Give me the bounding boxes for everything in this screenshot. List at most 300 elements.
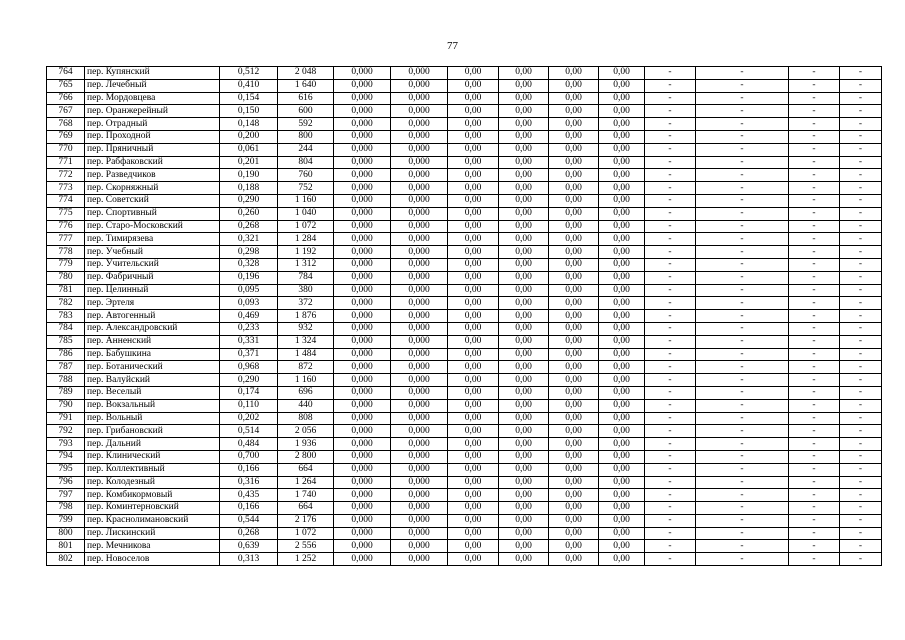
- dash-4-cell: -: [840, 105, 882, 118]
- street-name-cell: пер. Отрадный: [85, 118, 220, 131]
- table-row: [47, 438, 882, 451]
- value-3-cell: 0,00: [448, 258, 499, 271]
- value-2-cell: 0,000: [391, 450, 448, 463]
- area-value-cell: 2 176: [278, 514, 334, 527]
- dash-4-cell: -: [840, 450, 882, 463]
- dash-1-cell: -: [645, 246, 696, 259]
- value-2-cell: 0,000: [391, 502, 448, 515]
- dash-1-cell: -: [645, 156, 696, 169]
- value-1-cell: 0,000: [334, 246, 391, 259]
- dash-1-cell: -: [645, 527, 696, 540]
- dash-1-cell: -: [645, 118, 696, 131]
- value-6-cell: 0,00: [599, 258, 645, 271]
- street-name-cell: пер. Клинический: [85, 450, 220, 463]
- dash-2-cell: -: [696, 553, 789, 566]
- row-number-cell: 783: [47, 310, 85, 323]
- value-6-cell: 0,00: [599, 476, 645, 489]
- area-value-cell: 440: [278, 399, 334, 412]
- value-2-cell: 0,000: [391, 438, 448, 451]
- value-2-cell: 0,000: [391, 361, 448, 374]
- value-5-cell: 0,00: [549, 489, 599, 502]
- dash-4-cell: -: [840, 143, 882, 156]
- dash-3-cell: -: [789, 118, 840, 131]
- table-row: [47, 412, 882, 425]
- area-value-cell: 808: [278, 412, 334, 425]
- value-4-cell: 0,00: [499, 399, 549, 412]
- value-2-cell: 0,000: [391, 463, 448, 476]
- dash-3-cell: -: [789, 246, 840, 259]
- value-3-cell: 0,00: [448, 399, 499, 412]
- dash-3-cell: -: [789, 220, 840, 233]
- dash-2-cell: -: [696, 527, 789, 540]
- value-3-cell: 0,00: [448, 463, 499, 476]
- value-1-cell: 0,000: [334, 502, 391, 515]
- value-4-cell: 0,00: [499, 489, 549, 502]
- street-name-cell: пер. Разведчиков: [85, 169, 220, 182]
- value-3-cell: 0,00: [448, 386, 499, 399]
- row-number-cell: 771: [47, 156, 85, 169]
- value-6-cell: 0,00: [599, 105, 645, 118]
- value-5-cell: 0,00: [549, 92, 599, 105]
- value-5-cell: 0,00: [549, 463, 599, 476]
- table-row: [47, 92, 882, 105]
- dash-2-cell: -: [696, 425, 789, 438]
- dash-3-cell: -: [789, 386, 840, 399]
- dash-3-cell: -: [789, 322, 840, 335]
- table-row: [47, 79, 882, 92]
- row-number-cell: 779: [47, 258, 85, 271]
- value-4-cell: 0,00: [499, 502, 549, 515]
- table-row: [47, 527, 882, 540]
- table-row: [47, 220, 882, 233]
- dash-1-cell: -: [645, 514, 696, 527]
- length-value-cell: 0,435: [220, 489, 278, 502]
- dash-1-cell: -: [645, 207, 696, 220]
- value-1-cell: 0,000: [334, 79, 391, 92]
- dash-4-cell: -: [840, 297, 882, 310]
- row-number-cell: 776: [47, 220, 85, 233]
- value-5-cell: 0,00: [549, 271, 599, 284]
- value-2-cell: 0,000: [391, 130, 448, 143]
- dash-1-cell: -: [645, 233, 696, 246]
- value-1-cell: 0,000: [334, 67, 391, 80]
- dash-4-cell: -: [840, 412, 882, 425]
- area-value-cell: 1 264: [278, 476, 334, 489]
- dash-1-cell: -: [645, 220, 696, 233]
- area-value-cell: 752: [278, 182, 334, 195]
- dash-2-cell: -: [696, 310, 789, 323]
- dash-3-cell: -: [789, 527, 840, 540]
- row-number-cell: 782: [47, 297, 85, 310]
- dash-3-cell: -: [789, 105, 840, 118]
- value-5-cell: 0,00: [549, 527, 599, 540]
- value-6-cell: 0,00: [599, 79, 645, 92]
- value-1-cell: 0,000: [334, 143, 391, 156]
- street-name-cell: пер. Эртеля: [85, 297, 220, 310]
- length-value-cell: 0,700: [220, 450, 278, 463]
- value-2-cell: 0,000: [391, 412, 448, 425]
- value-1-cell: 0,000: [334, 463, 391, 476]
- dash-2-cell: -: [696, 182, 789, 195]
- dash-4-cell: -: [840, 514, 882, 527]
- value-3-cell: 0,00: [448, 412, 499, 425]
- row-number-cell: 791: [47, 412, 85, 425]
- row-number-cell: 773: [47, 182, 85, 195]
- area-value-cell: 1 284: [278, 233, 334, 246]
- value-6-cell: 0,00: [599, 220, 645, 233]
- dash-3-cell: -: [789, 476, 840, 489]
- dash-3-cell: -: [789, 399, 840, 412]
- dash-4-cell: -: [840, 361, 882, 374]
- value-5-cell: 0,00: [549, 386, 599, 399]
- dash-4-cell: -: [840, 271, 882, 284]
- value-3-cell: 0,00: [448, 194, 499, 207]
- value-3-cell: 0,00: [448, 335, 499, 348]
- table-row: [47, 450, 882, 463]
- value-1-cell: 0,000: [334, 233, 391, 246]
- dash-2-cell: -: [696, 399, 789, 412]
- dash-1-cell: -: [645, 399, 696, 412]
- dash-2-cell: -: [696, 322, 789, 335]
- area-value-cell: 380: [278, 284, 334, 297]
- street-name-cell: пер. Лискинский: [85, 527, 220, 540]
- value-3-cell: 0,00: [448, 514, 499, 527]
- value-3-cell: 0,00: [448, 348, 499, 361]
- value-3-cell: 0,00: [448, 527, 499, 540]
- value-5-cell: 0,00: [549, 233, 599, 246]
- street-name-cell: пер. Александровский: [85, 322, 220, 335]
- table-row: [47, 194, 882, 207]
- value-1-cell: 0,000: [334, 220, 391, 233]
- value-1-cell: 0,000: [334, 399, 391, 412]
- value-3-cell: 0,00: [448, 284, 499, 297]
- value-6-cell: 0,00: [599, 130, 645, 143]
- value-2-cell: 0,000: [391, 182, 448, 195]
- dash-1-cell: -: [645, 310, 696, 323]
- dash-1-cell: -: [645, 386, 696, 399]
- row-number-cell: 777: [47, 233, 85, 246]
- dash-1-cell: -: [645, 335, 696, 348]
- dash-3-cell: -: [789, 374, 840, 387]
- value-1-cell: 0,000: [334, 450, 391, 463]
- street-name-cell: пер. Веселый: [85, 386, 220, 399]
- value-2-cell: 0,000: [391, 169, 448, 182]
- street-name-cell: пер. Коминтерновский: [85, 502, 220, 515]
- street-name-cell: пер. Мечникова: [85, 540, 220, 553]
- row-number-cell: 781: [47, 284, 85, 297]
- value-6-cell: 0,00: [599, 182, 645, 195]
- area-value-cell: 2 800: [278, 450, 334, 463]
- roads-table: [46, 66, 882, 566]
- value-5-cell: 0,00: [549, 284, 599, 297]
- dash-4-cell: -: [840, 438, 882, 451]
- dash-1-cell: -: [645, 425, 696, 438]
- row-number-cell: 796: [47, 476, 85, 489]
- dash-1-cell: -: [645, 258, 696, 271]
- street-name-cell: пер. Проходной: [85, 130, 220, 143]
- value-5-cell: 0,00: [549, 169, 599, 182]
- value-3-cell: 0,00: [448, 540, 499, 553]
- row-number-cell: 802: [47, 553, 85, 566]
- value-2-cell: 0,000: [391, 258, 448, 271]
- street-name-cell: пер. Учебный: [85, 246, 220, 259]
- value-1-cell: 0,000: [334, 348, 391, 361]
- dash-1-cell: -: [645, 450, 696, 463]
- value-4-cell: 0,00: [499, 527, 549, 540]
- dash-2-cell: -: [696, 220, 789, 233]
- value-3-cell: 0,00: [448, 476, 499, 489]
- value-4-cell: 0,00: [499, 438, 549, 451]
- value-6-cell: 0,00: [599, 67, 645, 80]
- value-6-cell: 0,00: [599, 322, 645, 335]
- value-1-cell: 0,000: [334, 425, 391, 438]
- table-row: [47, 489, 882, 502]
- length-value-cell: 0,174: [220, 386, 278, 399]
- value-2-cell: 0,000: [391, 374, 448, 387]
- street-name-cell: пер. Автогенный: [85, 310, 220, 323]
- dash-4-cell: -: [840, 182, 882, 195]
- row-number-cell: 778: [47, 246, 85, 259]
- row-number-cell: 787: [47, 361, 85, 374]
- dash-3-cell: -: [789, 361, 840, 374]
- length-value-cell: 0,200: [220, 130, 278, 143]
- value-4-cell: 0,00: [499, 412, 549, 425]
- value-5-cell: 0,00: [549, 348, 599, 361]
- length-value-cell: 0,321: [220, 233, 278, 246]
- street-name-cell: пер. Пряничный: [85, 143, 220, 156]
- dash-1-cell: -: [645, 463, 696, 476]
- dash-3-cell: -: [789, 271, 840, 284]
- street-name-cell: пер. Спортивный: [85, 207, 220, 220]
- dash-3-cell: -: [789, 463, 840, 476]
- dash-3-cell: -: [789, 67, 840, 80]
- value-6-cell: 0,00: [599, 514, 645, 527]
- area-value-cell: 1 484: [278, 348, 334, 361]
- value-1-cell: 0,000: [334, 540, 391, 553]
- value-6-cell: 0,00: [599, 374, 645, 387]
- street-name-cell: пер. Дальний: [85, 438, 220, 451]
- dash-3-cell: -: [789, 540, 840, 553]
- value-4-cell: 0,00: [499, 425, 549, 438]
- value-2-cell: 0,000: [391, 335, 448, 348]
- value-3-cell: 0,00: [448, 297, 499, 310]
- length-value-cell: 0,190: [220, 169, 278, 182]
- dash-4-cell: -: [840, 79, 882, 92]
- value-2-cell: 0,000: [391, 67, 448, 80]
- dash-1-cell: -: [645, 438, 696, 451]
- value-5-cell: 0,00: [549, 412, 599, 425]
- value-2-cell: 0,000: [391, 540, 448, 553]
- dash-4-cell: -: [840, 156, 882, 169]
- value-2-cell: 0,000: [391, 399, 448, 412]
- dash-2-cell: -: [696, 540, 789, 553]
- value-4-cell: 0,00: [499, 553, 549, 566]
- value-4-cell: 0,00: [499, 169, 549, 182]
- value-4-cell: 0,00: [499, 143, 549, 156]
- value-4-cell: 0,00: [499, 450, 549, 463]
- value-4-cell: 0,00: [499, 476, 549, 489]
- value-2-cell: 0,000: [391, 284, 448, 297]
- value-1-cell: 0,000: [334, 310, 391, 323]
- dash-1-cell: -: [645, 194, 696, 207]
- area-value-cell: 1 312: [278, 258, 334, 271]
- street-name-cell: пер. Вольный: [85, 412, 220, 425]
- table-row: [47, 246, 882, 259]
- row-number-cell: 788: [47, 374, 85, 387]
- street-name-cell: пер. Новоселов: [85, 553, 220, 566]
- value-6-cell: 0,00: [599, 438, 645, 451]
- area-value-cell: 1 324: [278, 335, 334, 348]
- dash-4-cell: -: [840, 540, 882, 553]
- dash-2-cell: -: [696, 67, 789, 80]
- value-2-cell: 0,000: [391, 79, 448, 92]
- page-number: 77: [447, 40, 458, 52]
- value-1-cell: 0,000: [334, 194, 391, 207]
- value-1-cell: 0,000: [334, 361, 391, 374]
- dash-1-cell: -: [645, 502, 696, 515]
- street-name-cell: пер. Мордовцева: [85, 92, 220, 105]
- dash-3-cell: -: [789, 207, 840, 220]
- length-value-cell: 0,110: [220, 399, 278, 412]
- row-number-cell: 780: [47, 271, 85, 284]
- length-value-cell: 0,544: [220, 514, 278, 527]
- value-3-cell: 0,00: [448, 169, 499, 182]
- value-3-cell: 0,00: [448, 233, 499, 246]
- dash-3-cell: -: [789, 194, 840, 207]
- value-3-cell: 0,00: [448, 438, 499, 451]
- area-value-cell: 1 192: [278, 246, 334, 259]
- dash-1-cell: -: [645, 143, 696, 156]
- table-row: [47, 540, 882, 553]
- dash-4-cell: -: [840, 258, 882, 271]
- length-value-cell: 0,512: [220, 67, 278, 80]
- value-4-cell: 0,00: [499, 284, 549, 297]
- value-3-cell: 0,00: [448, 425, 499, 438]
- dash-2-cell: -: [696, 118, 789, 131]
- value-6-cell: 0,00: [599, 233, 645, 246]
- dash-2-cell: -: [696, 258, 789, 271]
- dash-2-cell: -: [696, 489, 789, 502]
- value-3-cell: 0,00: [448, 79, 499, 92]
- value-1-cell: 0,000: [334, 476, 391, 489]
- value-1-cell: 0,000: [334, 130, 391, 143]
- area-value-cell: 804: [278, 156, 334, 169]
- row-number-cell: 800: [47, 527, 85, 540]
- dash-1-cell: -: [645, 322, 696, 335]
- value-2-cell: 0,000: [391, 220, 448, 233]
- value-1-cell: 0,000: [334, 182, 391, 195]
- area-value-cell: 1 936: [278, 438, 334, 451]
- value-3-cell: 0,00: [448, 105, 499, 118]
- street-name-cell: пер. Ботанический: [85, 361, 220, 374]
- value-2-cell: 0,000: [391, 322, 448, 335]
- table-row: [47, 156, 882, 169]
- street-name-cell: пер. Анненский: [85, 335, 220, 348]
- value-3-cell: 0,00: [448, 207, 499, 220]
- dash-1-cell: -: [645, 130, 696, 143]
- dash-2-cell: -: [696, 476, 789, 489]
- value-2-cell: 0,000: [391, 207, 448, 220]
- value-1-cell: 0,000: [334, 553, 391, 566]
- value-6-cell: 0,00: [599, 450, 645, 463]
- dash-2-cell: -: [696, 502, 789, 515]
- value-5-cell: 0,00: [549, 258, 599, 271]
- value-4-cell: 0,00: [499, 67, 549, 80]
- table-row: [47, 463, 882, 476]
- length-value-cell: 0,095: [220, 284, 278, 297]
- dash-1-cell: -: [645, 540, 696, 553]
- dash-1-cell: -: [645, 348, 696, 361]
- length-value-cell: 0,639: [220, 540, 278, 553]
- value-4-cell: 0,00: [499, 92, 549, 105]
- value-3-cell: 0,00: [448, 182, 499, 195]
- dash-1-cell: -: [645, 105, 696, 118]
- value-3-cell: 0,00: [448, 220, 499, 233]
- value-1-cell: 0,000: [334, 489, 391, 502]
- area-value-cell: 244: [278, 143, 334, 156]
- value-3-cell: 0,00: [448, 246, 499, 259]
- value-2-cell: 0,000: [391, 553, 448, 566]
- value-4-cell: 0,00: [499, 258, 549, 271]
- value-3-cell: 0,00: [448, 310, 499, 323]
- street-name-cell: пер. Грибановский: [85, 425, 220, 438]
- value-1-cell: 0,000: [334, 271, 391, 284]
- value-6-cell: 0,00: [599, 489, 645, 502]
- value-5-cell: 0,00: [549, 553, 599, 566]
- area-value-cell: 1 072: [278, 527, 334, 540]
- value-1-cell: 0,000: [334, 374, 391, 387]
- value-5-cell: 0,00: [549, 450, 599, 463]
- row-number-cell: 775: [47, 207, 85, 220]
- area-value-cell: 1 160: [278, 374, 334, 387]
- dash-3-cell: -: [789, 92, 840, 105]
- area-value-cell: 600: [278, 105, 334, 118]
- dash-2-cell: -: [696, 450, 789, 463]
- area-value-cell: 932: [278, 322, 334, 335]
- dash-4-cell: -: [840, 130, 882, 143]
- table-row: [47, 386, 882, 399]
- dash-2-cell: -: [696, 143, 789, 156]
- value-2-cell: 0,000: [391, 297, 448, 310]
- dash-3-cell: -: [789, 514, 840, 527]
- value-6-cell: 0,00: [599, 118, 645, 131]
- table-row: [47, 553, 882, 566]
- value-5-cell: 0,00: [549, 514, 599, 527]
- value-2-cell: 0,000: [391, 348, 448, 361]
- value-2-cell: 0,000: [391, 476, 448, 489]
- table-row: [47, 297, 882, 310]
- table-row: [47, 335, 882, 348]
- value-6-cell: 0,00: [599, 540, 645, 553]
- table-row: [47, 130, 882, 143]
- row-number-cell: 797: [47, 489, 85, 502]
- street-name-cell: пер. Целинный: [85, 284, 220, 297]
- dash-3-cell: -: [789, 310, 840, 323]
- value-1-cell: 0,000: [334, 514, 391, 527]
- dash-2-cell: -: [696, 463, 789, 476]
- dash-4-cell: -: [840, 310, 882, 323]
- table-row: [47, 476, 882, 489]
- value-2-cell: 0,000: [391, 156, 448, 169]
- length-value-cell: 0,202: [220, 412, 278, 425]
- value-4-cell: 0,00: [499, 297, 549, 310]
- table-row: [47, 374, 882, 387]
- area-value-cell: 2 556: [278, 540, 334, 553]
- value-2-cell: 0,000: [391, 143, 448, 156]
- street-name-cell: пер. Бабушкина: [85, 348, 220, 361]
- value-5-cell: 0,00: [549, 246, 599, 259]
- street-name-cell: пер. Колодезный: [85, 476, 220, 489]
